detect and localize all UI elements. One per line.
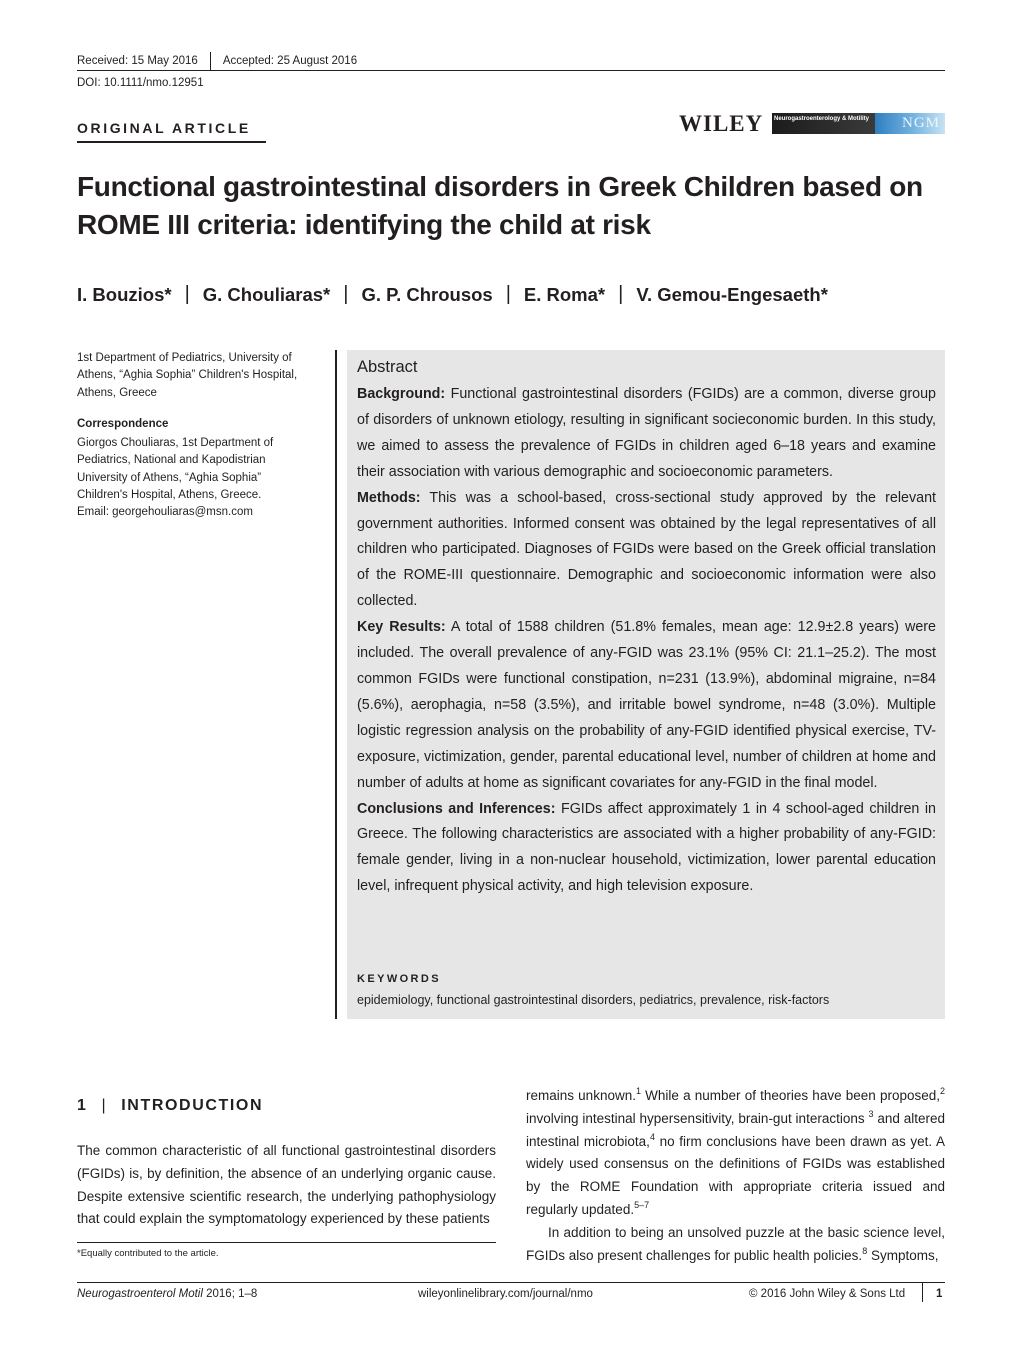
affiliation: 1st Department of Pediatrics, University of Athens, “Aghia Sophia” Children's Hospital, Athens, Greece [77, 352, 298, 399]
article-title: Functional gastrointestinal disorders in Greek Children based on ROME III criteria: identifying the child at risk [77, 171, 923, 240]
text-run: and altered intestinal microbiota, [526, 1110, 945, 1149]
correspondence-email[interactable]: Email: georgehouliaras@msn.com [77, 506, 253, 519]
citation-ref[interactable]: 8 [862, 1245, 868, 1256]
abstract-methods-text: This was a school-based, cross-sectional study approved by the relevant government authorities. Informed consent was obtained by the legal representatives of all children who participated. Diagnoses of FGIDs were based on the Greek official translation of the ROME-III questionnaire. Demographic and socioeconomic information were also collected. [357, 489, 936, 610]
abstract-background-text: Functional gastrointestinal disorders (FGIDs) are a common, diverse group of disorders of unknown etiology, resulting in significant socieconomic burden. In this study, we aimed to assess the prevalence of FGIDs in children aged 6–18 years and examine their association with various demographic and socioeconomic parameters. [357, 386, 936, 480]
author[interactable]: G. P. Chrousos [361, 283, 493, 305]
abstract-background [357, 382, 936, 486]
footnote: *Equally contributed to the article. [77, 1248, 219, 1259]
citation-ref[interactable]: 4 [649, 1131, 655, 1142]
text-run: no firm conclusions have been drawn as yet. A widely used consensus on the definitions of FGIDs was established by the ROME Foundation with appropriate criteria issued and regularly updated. [526, 1133, 945, 1217]
citation-ref[interactable]: 3 [868, 1108, 874, 1119]
article-type-label: ORIGINAL ARTICLE [77, 120, 251, 136]
abstract-results [357, 615, 936, 796]
abstract-background-label: Background: [357, 386, 446, 402]
section-number: 1 [77, 1097, 88, 1114]
correspondence-address: Giorgos Chouliaras, 1st Department of Pediatrics, National and Kapodistrian University of Athens, “Aghia Sophia” Children's Hospital, Athens, Greece. [77, 437, 274, 501]
text-run: While a number of theories have been proposed, [641, 1088, 940, 1103]
header-rule [77, 70, 945, 71]
text-run: In addition to being an unsolved puzzle at the basic science level, FGIDs also present challenges for public health policies. [526, 1224, 945, 1263]
abstract-results-label: Key Results: [357, 619, 446, 636]
abstract-heading: Abstract [357, 358, 418, 376]
introduction-right-column [526, 1085, 945, 1267]
introduction-left-paragraph: The common characteristic of all functional gastrointestinal disorders (FGIDs) is, by definition, the absence of an underlying organic cause. Despite extensive scientific research, the underlying pathophysiology that could explain the symptomatology experienced by these patients [77, 1143, 496, 1227]
author[interactable]: V. Gemou-Engesaeth* [636, 283, 828, 305]
author[interactable]: G. Chouliaras* [202, 283, 331, 305]
introduction-heading [77, 1097, 263, 1115]
text-run: Symptoms, [867, 1247, 939, 1263]
footnote-rule [77, 1242, 496, 1243]
abstract-methods-label: Methods: [357, 489, 421, 506]
footer-url[interactable]: wileyonlinelibrary.com/journal/nmo [418, 1288, 593, 1300]
text-run: remains unknown. [526, 1088, 636, 1103]
author-separator: | [505, 283, 511, 305]
footer-copyright: © 2016 John Wiley & Sons Ltd [749, 1288, 906, 1300]
citation-ref[interactable]: 2 [940, 1086, 946, 1096]
journal-banner-logo [772, 113, 945, 134]
abstract-methods [357, 486, 936, 616]
introduction-paragraph [526, 1085, 945, 1222]
abstract-body [357, 382, 936, 900]
publisher-logo: WILEY [679, 111, 764, 136]
text-run: involving intestinal hypersensitivity, brain-gut interactions [526, 1110, 869, 1126]
footer-citation [77, 1288, 257, 1300]
citation-ref[interactable]: 1 [635, 1086, 641, 1096]
author-separator: | [618, 283, 624, 305]
correspondence-heading: Correspondence [77, 418, 169, 430]
dates-divider [210, 52, 211, 70]
introduction-paragraph [526, 1222, 945, 1268]
accepted-date: Accepted: 25 August 2016 [222, 55, 358, 67]
article-type-underline [77, 141, 266, 143]
footer-journal: Neurogastroenterol Motil [77, 1288, 203, 1300]
column-divider [335, 350, 337, 1019]
section-title: INTRODUCTION [121, 1097, 264, 1114]
doi[interactable]: DOI: 10.1111/nmo.12951 [77, 77, 204, 89]
abstract-conclusions [357, 797, 936, 901]
footer-journal-info: 2016; 1–8 [202, 1288, 258, 1300]
correspondence-block [77, 435, 307, 521]
abstract-results-text: A total of 1588 children (51.8% females, mean age: 12.9±2.8 years) were included. The overall prevalence of any-FGID was 23.1% (95% CI: 21.1–25.2). The most common FGIDs were functional constipation, n=231 (13.9%), abdominal migraine, n=84 (5.6%), aerophagia, n=58 (3.5%), and irritable bowel syndrome, n=48 (3.0%). Multiple logistic regression analysis on the probability of any-FGID identified physical exercise, TV-exposure, victimization, gender, parental educational level, number of children at home and number of adults at home as significant covariates for any-FGID in the final model. [357, 619, 936, 791]
abstract-conclusions-label: Conclusions and Inferences: [357, 800, 556, 817]
keywords-list: epidemiology, functional gastrointestinal disorders, pediatrics, prevalence, risk-factors [357, 993, 830, 1007]
abstract-conclusions-text: FGIDs affect approximately 1 in 4 school-aged children in Greece. The following characteristics are associated with a higher probability of any-FGID: female gender, living in a non-nuclear household, victimization, lower parental education level, infrequent physical activity, and high television exposure. [357, 800, 936, 895]
author[interactable]: I. Bouzios* [77, 283, 172, 305]
section-separator: | [101, 1097, 108, 1114]
page-number: 1 [936, 1288, 943, 1300]
author-list [77, 283, 828, 306]
footer-divider [922, 1282, 923, 1302]
received-date: Received: 15 May 2016 [77, 55, 198, 67]
author-separator: | [184, 283, 190, 305]
citation-ref[interactable]: 5–7 [634, 1199, 650, 1210]
journal-banner-mark: NGM [875, 113, 945, 134]
footer-rule [77, 1282, 945, 1283]
keywords-heading: KEYWORDS [357, 973, 441, 985]
article-dates [77, 52, 357, 70]
author-separator: | [343, 283, 349, 305]
journal-banner-text: Neurogastroenterology & Motility [772, 113, 875, 134]
author[interactable]: E. Roma* [523, 283, 606, 305]
